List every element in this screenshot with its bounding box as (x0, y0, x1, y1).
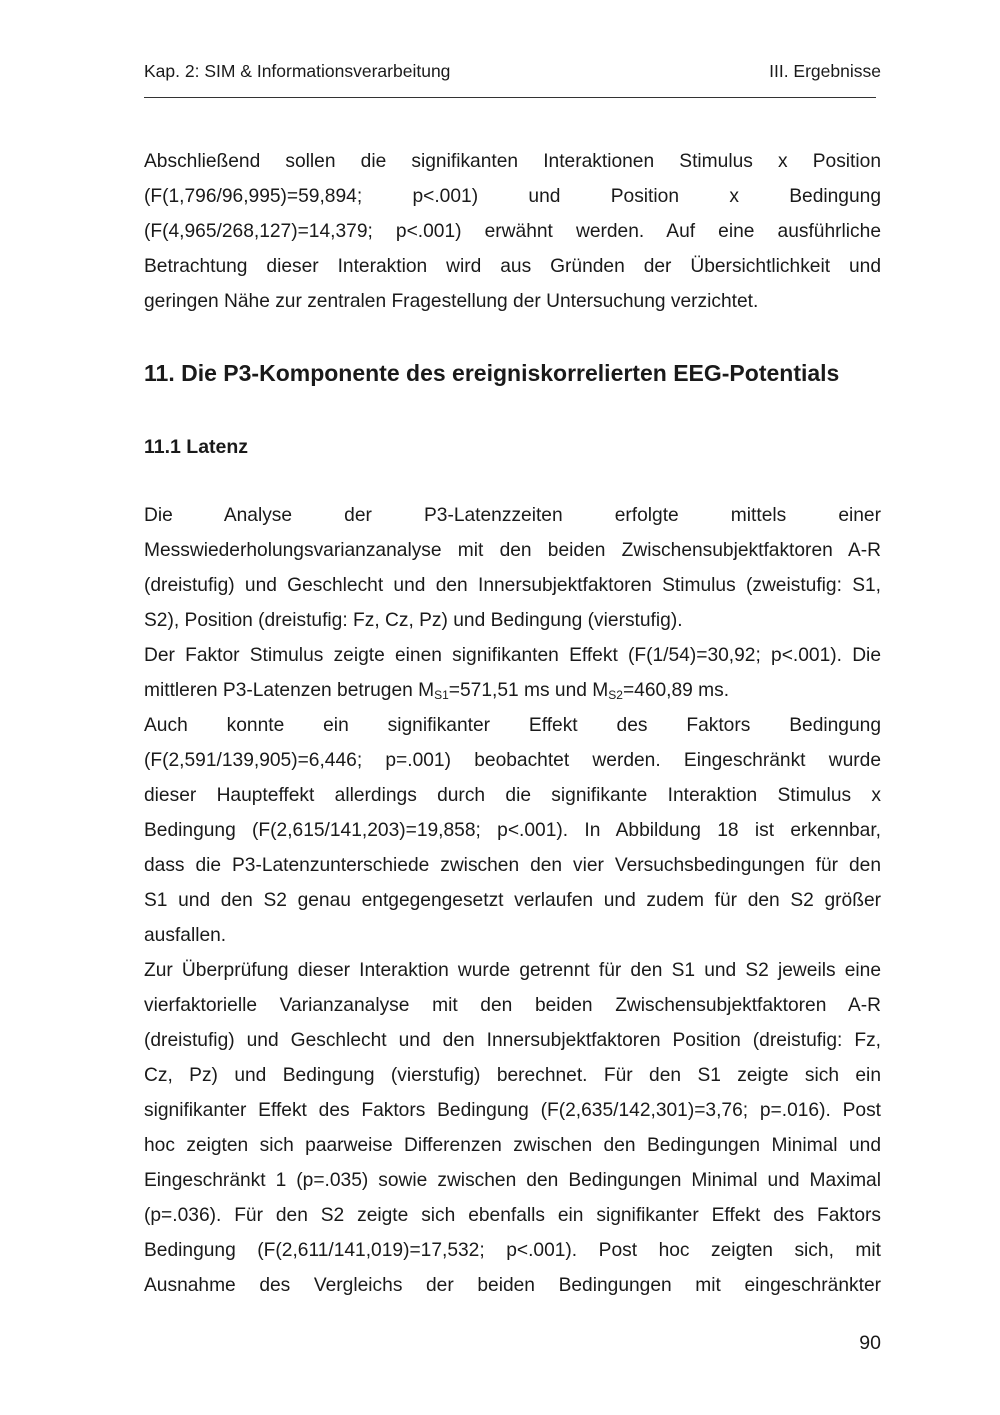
subsection-heading: 11.1 Latenz (144, 436, 249, 458)
section-heading (144, 356, 839, 390)
text-line: (dreistufig) und Geschlecht und den Innersubjektfaktoren Position (dreistufig: Fz, (144, 1030, 881, 1051)
running-header (144, 60, 881, 82)
body-text (144, 498, 881, 1303)
header-chapter: Kap. 2: SIM & Informationsverarbeitung (144, 61, 451, 81)
text-line: dass die P3-Latenzunterschiede zwischen den vier Versuchsbedingungen für den (144, 855, 881, 876)
section-title: Die P3-Komponente des ereigniskorrelierten EEG-Potentials (181, 360, 840, 386)
text-line: (p=.036). Für den S2 zeigte sich ebenfalls ein signifikanter Effekt des Faktors (144, 1205, 881, 1226)
text-line: Auch konnte ein signifikanter Effekt des Faktors Bedingung (144, 715, 881, 736)
text-line: S1 und den S2 genau entgegengesetzt verlaufen und zudem für den S2 größer (144, 890, 881, 911)
text-line: dieser Haupteffekt allerdings durch die signifikante Interaktion Stimulus x (144, 785, 881, 806)
text-line: S2), Position (dreistufig: Fz, Cz, Pz) und Bedingung (vierstufig). (144, 610, 683, 631)
text-line: Der Faktor Stimulus zeigte einen signifikanten Effekt (F(1/54)=30,92; p<.001). Die (144, 645, 881, 666)
header-rule (144, 97, 876, 98)
text-line: ausfallen. (144, 925, 227, 946)
text-line: signifikanter Effekt des Faktors Bedingung (F(2,635/142,301)=3,76; p=.016). Post (144, 1100, 881, 1121)
intro-paragraph (144, 144, 881, 319)
text-line: Abschließend sollen die signifikanten Interaktionen Stimulus x Position (144, 151, 881, 172)
text-line: Ausnahme des Vergleichs der beiden Bedingungen mit eingeschränkter (144, 1275, 881, 1296)
subscript-s1: S1 (434, 688, 449, 702)
text-fragment: mittleren P3-Latenzen betrugen M (144, 680, 435, 701)
text-line: Die Analyse der P3-Latenzzeiten erfolgte mittels einer (144, 505, 881, 526)
text-line: Bedingung (F(2,611/141,019)=17,532; p<.001). Post hoc zeigten sich, mit (144, 1240, 881, 1261)
text-line: (dreistufig) und Geschlecht und den Innersubjektfaktoren Stimulus (zweistufig: S1, (144, 575, 881, 596)
text-line: geringen Nähe zur zentralen Fragestellung der Untersuchung verzichtet. (144, 291, 759, 312)
text-line: hoc zeigten sich paarweise Differenzen zwischen den Bedingungen Minimal und (144, 1135, 881, 1156)
text-line: vierfaktorielle Varianzanalyse mit den beiden Zwischensubjektfaktoren A-R (144, 995, 881, 1016)
section-number: 11. (144, 360, 175, 386)
text-fragment: =460,89 ms. (622, 680, 730, 701)
text-line: (F(4,965/268,127)=14,379; p<.001) erwähnt werden. Auf eine ausführliche (144, 221, 881, 242)
text-fragment: =571,51 ms und M (448, 680, 609, 701)
text-line: Bedingung (F(2,615/141,203)=19,858; p<.001). In Abbildung 18 ist erkennbar, (144, 820, 881, 841)
page-number: 90 (859, 1332, 881, 1354)
text-line-with-subscripts (144, 673, 881, 708)
text-line: Cz, Pz) und Bedingung (vierstufig) berechnet. Für den S1 zeigte sich ein (144, 1065, 881, 1086)
text-line: Zur Überprüfung dieser Interaktion wurde getrennt für den S1 und S2 jeweils eine (144, 960, 881, 981)
text-line: Eingeschränkt 1 (p=.035) sowie zwischen den Bedingungen Minimal und Maximal (144, 1170, 881, 1191)
subscript-s2: S2 (608, 688, 623, 702)
text-line: Betrachtung dieser Interaktion wird aus Gründen der Übersichtlichkeit und (144, 256, 881, 277)
text-line: (F(1,796/96,995)=59,894; p<.001) und Position x Bedingung (144, 186, 881, 207)
text-line: Messwiederholungsvarianzanalyse mit den beiden Zwischensubjektfaktoren A-R (144, 540, 881, 561)
text-line: (F(2,591/139,905)=6,446; p=.001) beobachtet werden. Eingeschränkt wurde (144, 750, 881, 771)
header-part: III. Ergebnisse (769, 61, 881, 81)
